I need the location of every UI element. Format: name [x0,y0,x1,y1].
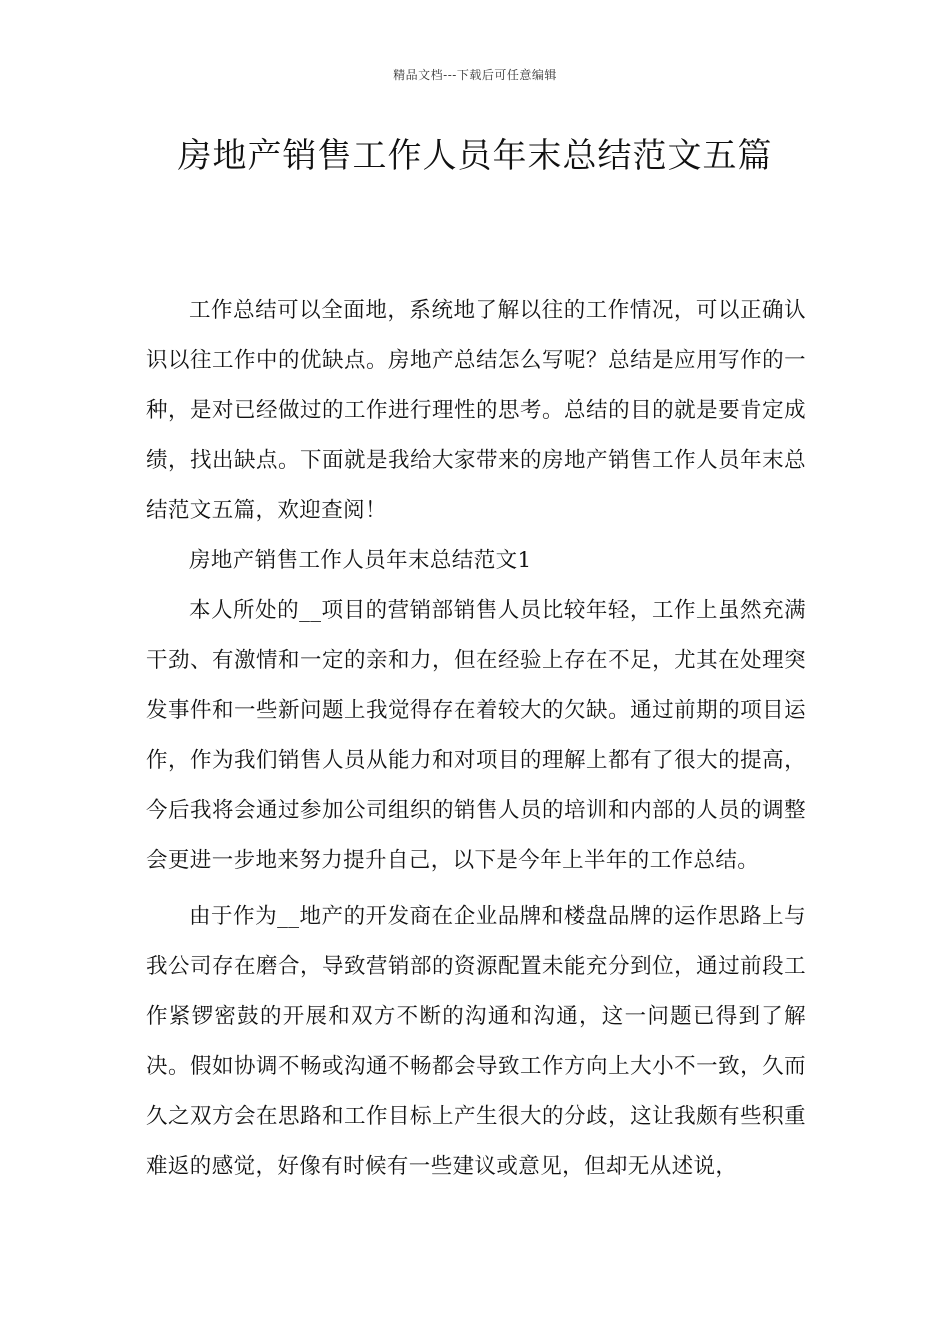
body-paragraph: 由于作为__地产的开发商在企业品牌和楼盘品牌的运作思路上与我公司存在磨合，导致营销部的资源配置未能充分到位，通过前段工作紧锣密鼓的开展和双方不断的沟通和沟通，这一问题已得到了解决。假如协调不畅或沟通不畅都会导致工作方向上大小不一致，久而久之双方会在思路和工作目标上产生很大的分歧，这让我颇有些积重难返的感觉，好像有时候有一些建议或意见，但却无从述说， [146,904,806,1179]
document-title: 房地产销售工作人员年末总结范文五篇 [177,136,773,176]
page-header: 精品文档---下载后可任意编辑 [393,68,557,82]
body-paragraph: 本人所处的__项目的营销部销售人员比较年轻，工作上虽然充满干劲、有激情和一定的亲和力，但在经验上存在不足，尤其在处理突发事件和一些新问题上我觉得存在着较大的欠缺。通过前期的项目运作，作为我们销售人员从能力和对项目的理解上都有了很大的提高，今后我将会通过参加公司组织的销售人员的培训和内部的人员的调整会更进一步地来努力提升自己，以下是今年上半年的工作总结。 [146,598,806,873]
document-body [146,286,806,1192]
intro-paragraph: 工作总结可以全面地，系统地了解以往的工作情况，可以正确认识以往工作中的优缺点。房地产总结怎么写呢？总结是应用写作的一种，是对已经做过的工作进行理性的思考。总结的目的就是要肯定成绩，找出缺点。下面就是我给大家带来的房地产销售工作人员年末总结范文五篇，欢迎查阅！ [146,298,806,523]
section-heading: 房地产销售工作人员年末总结范文1 [189,548,532,573]
